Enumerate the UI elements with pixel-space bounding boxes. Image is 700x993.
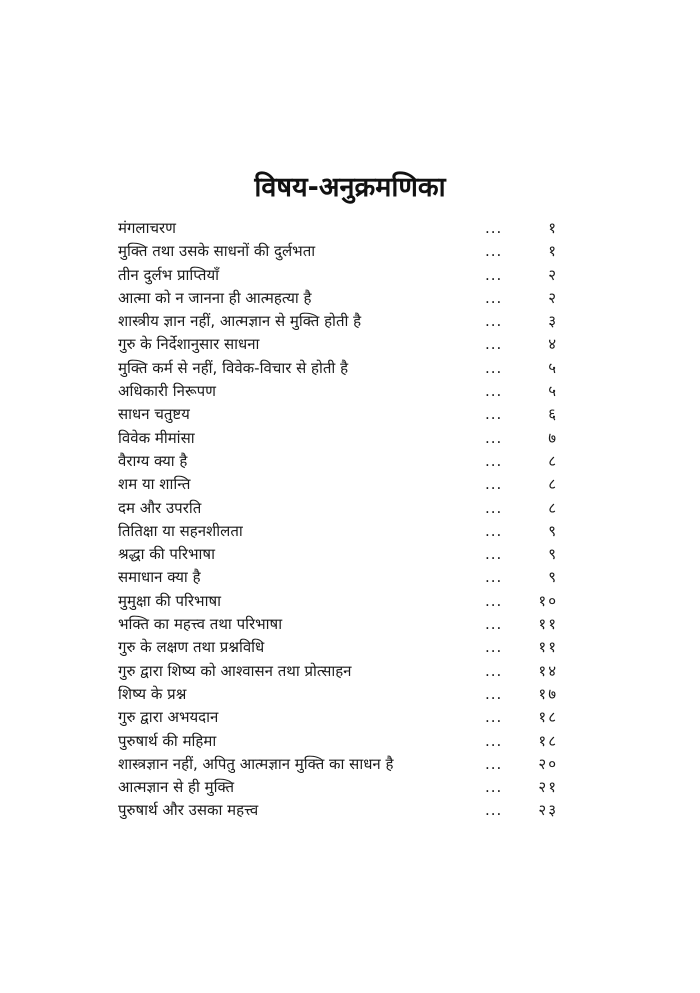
toc-page-number: ७ (548, 428, 558, 447)
toc-entry (118, 660, 568, 683)
toc-page-number: ५ (548, 358, 558, 377)
toc-entry-title: अधिकारी निरूपण (118, 382, 216, 401)
toc-page-number: २ (548, 288, 558, 307)
toc-leader-dots: ... (485, 242, 503, 261)
toc-entry-title: शम या शान्ति (118, 475, 191, 494)
toc-page-number: ९ (548, 545, 558, 564)
toc-entry (118, 427, 568, 450)
toc-page-number: ११ (538, 638, 558, 657)
toc-entry-title: तितिक्षा या सहनशीलता (118, 521, 243, 540)
toc-entry-title: साधन चतुष्टय (118, 405, 190, 424)
toc-entry (118, 310, 568, 333)
toc-entry-title: मुक्ति कर्म से नहीं, विवेक-विचार से होती है (118, 358, 349, 377)
toc-entry (118, 776, 568, 799)
toc-entry-title: वैराग्य क्या है (118, 451, 188, 470)
toc-leader-dots: ... (485, 568, 503, 587)
toc-leader-dots: ... (485, 778, 503, 797)
toc-leader-dots: ... (485, 661, 503, 680)
toc-entry (118, 264, 568, 287)
toc-entry-title: आत्मा को न जानना ही आत्महत्या है (118, 288, 312, 307)
toc-entry (118, 450, 568, 473)
toc-entry-title: शास्त्रज्ञान नहीं, अपितु आत्मज्ञान मुक्ति का साधन है (118, 754, 394, 773)
toc-leader-dots: ... (485, 684, 503, 703)
toc-leader-dots: ... (485, 754, 503, 773)
toc-entry (118, 217, 568, 240)
toc-page-number: १० (538, 591, 558, 610)
toc-leader-dots: ... (485, 265, 503, 284)
toc-entry-title: श्रद्धा की परिभाषा (118, 545, 215, 564)
page-title: विषय-अनुक्रमणिका (254, 172, 446, 203)
toc-page-number: ४ (548, 335, 558, 354)
table-of-contents (118, 217, 568, 823)
toc-entry (118, 543, 568, 566)
toc-leader-dots: ... (485, 731, 503, 750)
toc-entry-title: मुक्ति तथा उसके साधनों की दुर्लभता (118, 242, 316, 261)
toc-leader-dots: ... (485, 382, 503, 401)
toc-leader-dots: ... (485, 545, 503, 564)
toc-page-number: २३ (538, 801, 558, 820)
toc-entry (118, 497, 568, 520)
toc-entry-title: गुरु के लक्षण तथा प्रश्नविधि (118, 638, 265, 657)
toc-entry (118, 636, 568, 659)
toc-page-number: ९ (548, 568, 558, 587)
toc-page-number: ८ (548, 475, 558, 494)
toc-entry-title: गुरु के निर्देशानुसार साधना (118, 335, 260, 354)
toc-entry (118, 473, 568, 496)
toc-entry (118, 240, 568, 263)
toc-page-number: १४ (538, 661, 558, 680)
toc-page-number: ८ (548, 451, 558, 470)
toc-leader-dots: ... (485, 615, 503, 634)
toc-leader-dots: ... (485, 801, 503, 820)
toc-entry (118, 753, 568, 776)
toc-page-number: ५ (548, 382, 558, 401)
toc-page-number: ६ (548, 405, 558, 424)
toc-leader-dots: ... (485, 475, 503, 494)
toc-entry-title: पुरुषार्थ और उसका महत्त्व (118, 801, 259, 820)
toc-entry (118, 287, 568, 310)
toc-page-number: ९ (548, 521, 558, 540)
toc-page-number: २ (548, 265, 558, 284)
toc-entry (118, 706, 568, 729)
toc-entry (118, 613, 568, 636)
toc-leader-dots: ... (485, 451, 503, 470)
toc-leader-dots: ... (485, 638, 503, 657)
toc-page-number: १८ (538, 731, 558, 750)
toc-page-number: १७ (538, 684, 558, 703)
toc-entry-title: मंगलाचरण (118, 219, 176, 237)
toc-entry (118, 566, 568, 589)
toc-entry (118, 730, 568, 753)
toc-leader-dots: ... (485, 288, 503, 307)
toc-entry-title: तीन दुर्लभ प्राप्तियाँ (118, 265, 220, 284)
toc-leader-dots: ... (485, 428, 503, 447)
toc-entry-title: गुरु द्वारा अभयदान (118, 708, 219, 727)
toc-entry (118, 520, 568, 543)
toc-entry-title: पुरुषार्थ की महिमा (118, 731, 217, 750)
toc-entry (118, 590, 568, 613)
toc-page-number: १८ (538, 708, 558, 727)
toc-page-number: ८ (548, 498, 558, 517)
toc-entry (118, 799, 568, 822)
toc-leader-dots: ... (485, 312, 503, 331)
toc-entry-title: दम और उपरति (118, 498, 202, 517)
toc-entry-title: भक्ति का महत्त्व तथा परिभाषा (118, 615, 283, 634)
toc-entry-title: विवेक मीमांसा (118, 428, 195, 447)
toc-leader-dots: ... (485, 219, 503, 237)
toc-entry (118, 403, 568, 426)
toc-entry (118, 357, 568, 380)
toc-page-number: १ (548, 219, 558, 237)
toc-entry-title: गुरु द्वारा शिष्य को आश्वासन तथा प्रोत्साहन (118, 661, 352, 680)
toc-leader-dots: ... (485, 335, 503, 354)
toc-leader-dots: ... (485, 591, 503, 610)
toc-entry-title: शिष्य के प्रश्न (118, 684, 187, 703)
toc-entry-title: शास्त्रीय ज्ञान नहीं, आत्मज्ञान से मुक्ति होती है (118, 312, 362, 331)
toc-leader-dots: ... (485, 358, 503, 377)
toc-entry (118, 380, 568, 403)
toc-leader-dots: ... (485, 405, 503, 424)
toc-leader-dots: ... (485, 521, 503, 540)
toc-page-number: २१ (538, 778, 558, 797)
toc-entry-title: समाधान क्या है (118, 568, 201, 587)
toc-entry (118, 683, 568, 706)
toc-entry-title: आत्मज्ञान से ही मुक्ति (118, 778, 235, 797)
toc-page-number: २० (538, 754, 558, 773)
toc-leader-dots: ... (485, 708, 503, 727)
toc-leader-dots: ... (485, 498, 503, 517)
toc-page-number: ३ (548, 312, 558, 331)
toc-entry (118, 333, 568, 356)
toc-entry-title: मुमुक्षा की परिभाषा (118, 591, 222, 610)
toc-page-number: ११ (538, 615, 558, 634)
toc-page-number: १ (548, 242, 558, 261)
